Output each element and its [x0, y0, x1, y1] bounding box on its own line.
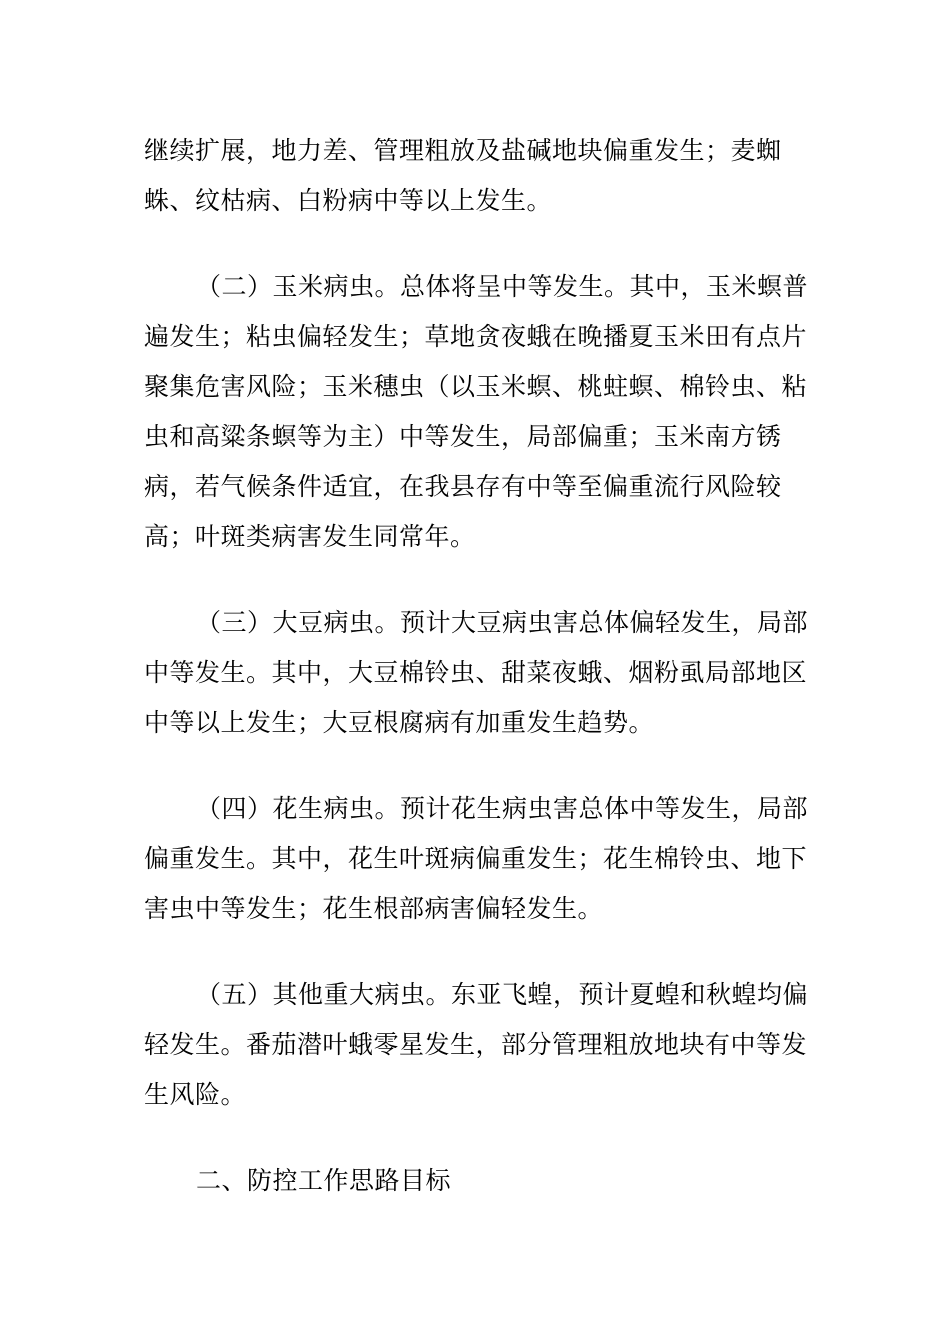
paragraph-other-major-pests: （五）其他重大病虫。东亚飞蝗，预计夏蝗和秋蝗均偏轻发生。番茄潜叶蛾零星发生，部分管理粗放地块有中等发生风险。	[144, 980, 809, 1109]
paragraph-peanut-pests: （四）花生病虫。预计花生病虫害总体中等发生，局部偏重发生。其中，花生叶斑病偏重发生；花生棉铃虫、地下害虫中等发生；花生根部病害偏轻发生。	[144, 794, 809, 923]
paragraph-corn-pests: （二）玉米病虫。总体将呈中等发生。其中，玉米螟普遍发生；粘虫偏轻发生；草地贪夜蛾在晚播夏玉米田有点片聚集危害风险；玉米穗虫（以玉米螟、桃蛀螟、棉铃虫、粘虫和高粱条螟等为主）中等发生，局部偏重；玉米南方锈病，若气候条件适宜，在我县存有中等至偏重流行风险较高；叶斑类病害发生同常年。	[144, 272, 809, 551]
paragraph-wheat-continued: 继续扩展，地力差、管理粗放及盐碱地块偏重发生；麦蜘蛛、纹枯病、白粉病中等以上发生。	[144, 136, 782, 215]
document-body	[144, 126, 809, 1206]
paragraph-soybean-pests: （三）大豆病虫。预计大豆病虫害总体偏轻发生，局部中等发生。其中，大豆棉铃虫、甜菜夜蛾、烟粉虱局部地区中等以上发生；大豆根腐病有加重发生趋势。	[144, 608, 809, 737]
section-heading: 二、防控工作思路目标	[196, 1166, 452, 1195]
